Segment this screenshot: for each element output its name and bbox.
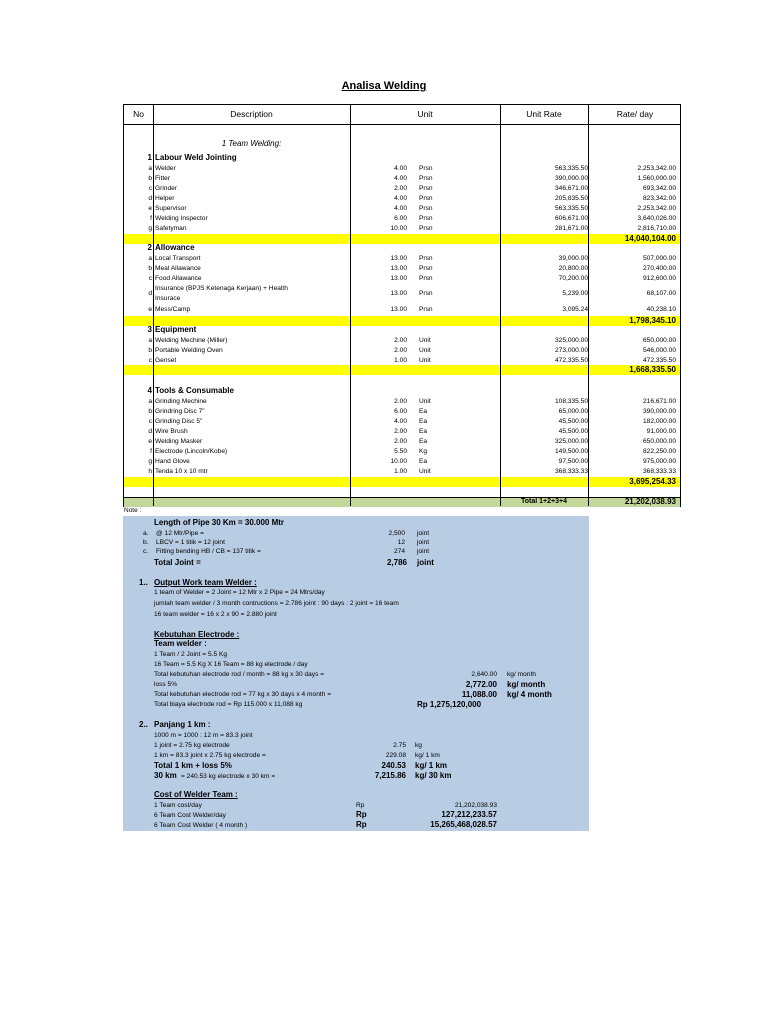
section-number: 2 — [147, 243, 152, 252]
row-unit-rate: 108,335.50 — [554, 398, 588, 405]
row-rate-day: 91,000.00 — [646, 428, 676, 435]
row-rate-day: 3,640,026.00 — [637, 215, 676, 222]
section2-unit: kg/ 1 km — [415, 752, 440, 759]
table-row — [124, 467, 680, 477]
cost-electrode-value: Rp 1,275,120,000 — [417, 700, 482, 709]
row-description: Fitter — [155, 175, 171, 182]
row-description: Hand Glove — [155, 458, 190, 465]
cost-row-desc: 1 Team cost/day — [154, 802, 202, 809]
table-row — [124, 254, 680, 264]
row-quantity: 13.00 — [390, 255, 407, 262]
length-row-label: c. — [143, 548, 149, 555]
row-letter: f — [150, 448, 152, 455]
row-unit-rate: 45,500.00 — [558, 428, 588, 435]
section-title: Equipment — [155, 325, 197, 334]
row-rate-day: 368,333.33 — [642, 468, 676, 475]
total-label: Total 1+2+3+4 — [521, 498, 567, 505]
cost-row-currency: Rp — [356, 802, 365, 809]
row-rate-day: 182,000.00 — [642, 418, 676, 425]
table-row — [124, 204, 680, 214]
length-row-value: 12 — [397, 539, 405, 546]
section2-line: 1000 m = 1000 : 12 m = 83.3 joint — [154, 732, 253, 739]
four-month-label: Total kebutuhan electrode rod = 77 kg x 30 days x 4 month = — [154, 691, 332, 698]
length-row-unit: joint — [417, 548, 430, 555]
row-unit-rate: 273,000.00 — [554, 347, 588, 354]
cost-row-value: 127,212,233.57 — [441, 810, 497, 819]
table-row — [124, 305, 680, 315]
row-quantity: 13.00 — [390, 265, 407, 272]
welding-table — [123, 104, 681, 507]
row-letter: b — [148, 265, 152, 272]
section2-value: 229.08 — [385, 752, 406, 759]
row-unit-rate: 281,671.00 — [554, 225, 588, 232]
table-row — [124, 184, 680, 194]
row-rate-day: 823,342.00 — [642, 195, 676, 202]
total-joint-label: Total Joint = — [154, 558, 201, 567]
row-unit-rate: 97,500.00 — [558, 458, 588, 465]
cost-row-currency: Rp — [356, 820, 367, 829]
row-description: Welding Masker — [155, 438, 203, 445]
section1-line: 1 team of Welder = 2 Joint = 12 Mtr x 2 Pipe = 24 Mtrs/day — [154, 589, 325, 596]
electrode-title: Kebutuhan Electrode : — [154, 630, 240, 639]
length-row-value: 274 — [393, 548, 405, 555]
cost-title: Cost of Welder Team : — [154, 790, 238, 799]
row-unit: Prsn — [419, 215, 433, 222]
row-unit: Prsn — [419, 255, 433, 262]
section-number: 3 — [147, 325, 152, 334]
row-rate-day: 912,600.00 — [642, 275, 676, 282]
row-unit-rate: 346,671.00 — [554, 185, 588, 192]
length-row-label: a. — [143, 530, 149, 537]
row-quantity: 13.00 — [390, 275, 407, 282]
section2-30km-desc: = 240.53 kg electrode x 30 km = — [181, 773, 276, 780]
note-label: Note : — [124, 507, 142, 514]
section2-total-value: 240.53 — [381, 761, 406, 770]
row-unit: Unit — [419, 347, 431, 354]
section2-title: Panjang 1 km : — [154, 720, 211, 729]
row-unit-rate: 20,800.00 — [558, 265, 588, 272]
row-description: Safetyman — [155, 225, 187, 232]
length-row-desc: Fitting bending HB / CB = 137 titik = — [156, 548, 261, 555]
table-row — [124, 336, 680, 346]
team-line: 1 Team Welding: — [221, 139, 282, 148]
row-unit-rate: 70,200.00 — [558, 275, 588, 282]
section-header — [124, 386, 680, 396]
row-rate-day: 390,000.00 — [642, 408, 676, 415]
row-unit: Prsn — [419, 165, 433, 172]
row-quantity: 4.00 — [394, 165, 407, 172]
row-unit-rate: 149,500.00 — [554, 448, 588, 455]
row-letter: b — [148, 347, 152, 354]
subtotal-value: 1,798,345.10 — [629, 316, 676, 325]
length-row-unit: joint — [417, 530, 430, 537]
table-row — [124, 417, 680, 427]
section-title: Labour Weld Jointing — [155, 153, 237, 162]
row-quantity: 13.00 — [390, 306, 407, 313]
row-unit: Ea — [419, 438, 428, 445]
row-rate-day: 1,560,000.00 — [637, 175, 676, 182]
table-row — [124, 274, 680, 284]
row-description: Electrode (Lincoln/Kobe) — [155, 448, 228, 455]
row-description: Grindring Disc 7" — [155, 408, 205, 415]
cost-electrode-label: Total biaya electrode rod = Rp 115.000 x 11,088 kg — [154, 701, 303, 708]
row-unit: Unit — [419, 357, 431, 364]
table-row — [124, 284, 680, 304]
row-letter: a — [148, 165, 152, 172]
section1-line: jumlah team welder / 3 month contructions = 2.786 joint : 90 days : 2 joint = 16 team — [154, 600, 399, 607]
row-rate-day: 507,000.00 — [642, 255, 676, 262]
row-letter: c — [148, 357, 152, 364]
row-letter: e — [148, 306, 152, 313]
row-unit-rate: 325,000.00 — [554, 337, 588, 344]
header-unit-rate: Unit Rate — [526, 109, 562, 119]
table-row — [124, 397, 680, 407]
row-letter: e — [148, 438, 152, 445]
section2-line: 1 joint = 2.75 kg electrode — [154, 742, 230, 749]
section-header — [124, 243, 680, 253]
row-quantity: 2.00 — [394, 337, 407, 344]
row-quantity: 2.00 — [394, 428, 407, 435]
row-unit: Unit — [419, 468, 431, 475]
row-unit-rate: 563,335.50 — [554, 205, 588, 212]
row-description: Meal Allawance — [155, 265, 201, 272]
row-letter: b — [148, 408, 152, 415]
row-letter: b — [148, 175, 152, 182]
section2-30km-unit: kg/ 30 km — [415, 771, 452, 780]
length-row-value: 2,500 — [388, 530, 405, 537]
row-description: Grinding Disc 5" — [155, 418, 203, 425]
section-title: Allowance — [155, 243, 195, 252]
row-unit: Prsn — [419, 185, 433, 192]
row-letter: c — [148, 185, 152, 192]
row-quantity: 2.00 — [394, 398, 407, 405]
row-description: Supervisor — [155, 205, 187, 212]
table-row — [124, 264, 680, 274]
section-header — [124, 325, 680, 335]
section1-number: 1.. — [139, 578, 148, 587]
row-description: Helper — [155, 195, 175, 202]
section2-line: 1 km = 83.3 joint x 2.75 kg electrode = — [154, 752, 266, 759]
row-description: Portable Welding Oven — [155, 347, 223, 354]
cost-row-value: 15,265,468,028.57 — [430, 820, 497, 829]
row-description: Welding Mechine (Miller) — [155, 337, 228, 344]
loss-label: loss 5% — [154, 681, 178, 688]
row-description: Mess/Camp — [155, 306, 191, 313]
row-quantity: 6.00 — [394, 408, 407, 415]
row-description: Grinding Mechine — [155, 398, 207, 405]
row-quantity: 2.00 — [394, 438, 407, 445]
row-unit: Ea — [419, 428, 428, 435]
row-rate-day: 2,253,342.00 — [637, 205, 676, 212]
row-unit-rate: 205,835.50 — [554, 195, 588, 202]
row-letter: d — [148, 195, 152, 202]
row-unit-rate: 45,500.00 — [558, 418, 588, 425]
team-welder-label: Team welder : — [154, 639, 207, 648]
row-rate-day: 650,000.00 — [642, 438, 676, 445]
row-unit-rate: 472,335.50 — [554, 357, 588, 364]
subtotal-value: 14,040,104.00 — [624, 234, 676, 243]
section2-unit: kg — [415, 742, 422, 749]
row-rate-day: 822,250.00 — [642, 448, 676, 455]
row-quantity: 13.00 — [390, 290, 407, 297]
row-quantity: 6.00 — [394, 215, 407, 222]
row-description: Welder — [155, 165, 176, 172]
row-rate-day: 975,000.00 — [642, 458, 676, 465]
row-unit-rate: 563,335.50 — [554, 165, 588, 172]
row-unit-rate: 3,095.24 — [562, 306, 588, 313]
table-row — [124, 214, 680, 224]
electrode-line: 16 Team = 5.5 Kg X 16 Team = 88 kg electrode / day — [154, 661, 308, 668]
electrode-month-label: Total kebutuhan electrode rod / month = 88 kg x 30 days = — [154, 671, 325, 678]
four-month-unit: kg/ 4 month — [507, 690, 552, 699]
subtotal-row — [124, 365, 680, 375]
section-title: Tools & Consumable — [155, 386, 234, 395]
cost-row-value: 21,202,038.93 — [454, 802, 497, 809]
row-description-cont: Insurace — [155, 295, 181, 302]
section2-value: 2.75 — [393, 742, 406, 749]
section2-30km-label: 30 km — [154, 771, 177, 780]
row-description: Grinder — [155, 185, 177, 192]
row-letter: g — [148, 225, 152, 232]
row-unit: Prsn — [419, 225, 433, 232]
row-rate-day: 546,000.00 — [642, 347, 676, 354]
row-quantity: 5.50 — [394, 448, 407, 455]
row-rate-day: 270,400.00 — [642, 265, 676, 272]
row-letter: d — [148, 290, 152, 297]
cost-row-currency: Rp — [356, 810, 367, 819]
row-quantity: 1.00 — [394, 468, 407, 475]
table-row — [124, 164, 680, 174]
table-row — [124, 407, 680, 417]
row-letter: h — [148, 468, 152, 475]
row-unit-rate: 5,239.00 — [562, 290, 588, 297]
row-letter: g — [148, 458, 152, 465]
page-title: Analisa Welding — [341, 80, 427, 92]
loss-unit: kg/ month — [507, 680, 546, 689]
length-row-desc: @ 12 Mtr/Pipe = — [156, 530, 204, 537]
row-unit: Prsn — [419, 306, 433, 313]
row-unit-rate: 325,000.00 — [554, 438, 588, 445]
subtotal-value: 3,695,254.33 — [629, 477, 676, 486]
notes-panel — [123, 516, 589, 831]
length-title: Length of Pipe 30 Km = 30.000 Mtr — [154, 518, 285, 527]
row-unit: Kg — [419, 448, 428, 455]
header-description: Description — [230, 109, 273, 119]
row-rate-day: 2,816,710.00 — [637, 225, 676, 232]
electrode-month-value: 2,640.00 — [471, 671, 497, 678]
cost-row-desc: 6 Team Cost Welder/day — [154, 812, 226, 819]
row-unit-rate: 390,000.00 — [554, 175, 588, 182]
row-quantity: 2.00 — [394, 185, 407, 192]
row-quantity: 1.00 — [394, 357, 407, 364]
row-quantity: 4.00 — [394, 175, 407, 182]
subtotal-value: 1,668,335.50 — [629, 365, 676, 374]
length-row-unit: joint — [417, 539, 430, 546]
section-number: 1 — [147, 153, 152, 162]
table-row — [124, 437, 680, 447]
row-unit-rate: 39,000.00 — [558, 255, 588, 262]
row-quantity: 10.00 — [390, 458, 407, 465]
row-unit: Unit — [419, 398, 431, 405]
electrode-month-unit: kg/ month — [507, 671, 536, 678]
row-rate-day: 40,238.10 — [646, 306, 676, 313]
row-unit: Prsn — [419, 195, 433, 202]
row-unit: Prsn — [419, 265, 433, 272]
section2-number: 2.. — [139, 720, 148, 729]
section-number: 4 — [147, 386, 152, 395]
section1-line: 16 team welder = 16 x 2 x 90 = 2.880 joint — [154, 611, 277, 618]
table-row — [124, 447, 680, 457]
row-description: Genset — [155, 357, 177, 364]
row-unit: Ea — [419, 408, 428, 415]
table-row — [124, 194, 680, 204]
table-row — [124, 427, 680, 437]
section-header — [124, 153, 680, 163]
row-description: Welding Inspector — [155, 215, 208, 222]
subtotal-row — [124, 477, 680, 487]
row-unit-rate: 606,671.00 — [554, 215, 588, 222]
row-unit: Unit — [419, 337, 431, 344]
table-row — [124, 224, 680, 234]
header-no: No — [133, 109, 144, 119]
row-quantity: 4.00 — [394, 418, 407, 425]
table-row — [124, 346, 680, 356]
row-rate-day: 68,107.00 — [646, 290, 676, 297]
table-row — [124, 174, 680, 184]
row-description: Insurance (BPJS Ketenaga Kerjaan) + Health — [155, 285, 288, 292]
row-letter: d — [148, 428, 152, 435]
row-unit-rate: 368,333.33 — [554, 468, 588, 475]
section1-title: Output Work team Welder : — [154, 578, 257, 587]
row-letter: a — [148, 398, 152, 405]
row-letter: e — [148, 205, 152, 212]
row-letter: a — [148, 337, 152, 344]
row-letter: c — [148, 275, 152, 282]
row-quantity: 2.00 — [394, 347, 407, 354]
row-letter: f — [150, 215, 152, 222]
row-description: Local Transport — [155, 255, 201, 262]
row-rate-day: 2,253,342.00 — [637, 165, 676, 172]
row-quantity: 4.00 — [394, 205, 407, 212]
header-rate-day: Rate/ day — [616, 109, 654, 119]
row-unit: Prsn — [419, 275, 433, 282]
row-description: Wire Brush — [155, 428, 188, 435]
row-rate-day: 693,342.00 — [642, 185, 676, 192]
row-letter: c — [148, 418, 152, 425]
row-quantity: 4.00 — [394, 195, 407, 202]
row-description: Food Allawance — [155, 275, 202, 282]
table-row — [124, 457, 680, 467]
cost-row-desc: 6 Team Cost Welder ( 4 month ) — [154, 822, 248, 829]
row-rate-day: 650,000.00 — [642, 337, 676, 344]
four-month-value: 11,088.00 — [461, 690, 497, 699]
row-unit: Prsn — [419, 290, 433, 297]
length-row-desc: LBCV = 1 titik = 12 joint — [156, 539, 225, 546]
row-unit: Ea — [419, 458, 428, 465]
row-quantity: 10.00 — [390, 225, 407, 232]
header-unit: Unit — [417, 109, 433, 119]
section2-total-label: Total 1 km + loss 5% — [154, 761, 232, 770]
section2-30km-value: 7,215.86 — [374, 771, 406, 780]
row-rate-day: 472,335.50 — [642, 357, 676, 364]
total-value: 21,202,038.93 — [624, 497, 676, 506]
row-unit: Prsn — [419, 175, 433, 182]
row-unit-rate: 65,000.00 — [558, 408, 588, 415]
row-description: Tenda 10 x 10 mtr — [155, 468, 208, 475]
section2-total-unit: kg/ 1 km — [415, 761, 448, 770]
electrode-line: 1 Team / 2 Joint = 5.5 Kg — [154, 651, 228, 658]
row-unit: Prsn — [419, 205, 433, 212]
row-unit: Ea — [419, 418, 428, 425]
total-joint-unit: joint — [417, 558, 434, 567]
total-joint-value: 2,786 — [386, 558, 407, 567]
row-rate-day: 216,671.00 — [642, 398, 676, 405]
length-row-label: b. — [143, 539, 149, 546]
loss-value: 2,772.00 — [465, 680, 497, 689]
row-letter: a — [148, 255, 152, 262]
